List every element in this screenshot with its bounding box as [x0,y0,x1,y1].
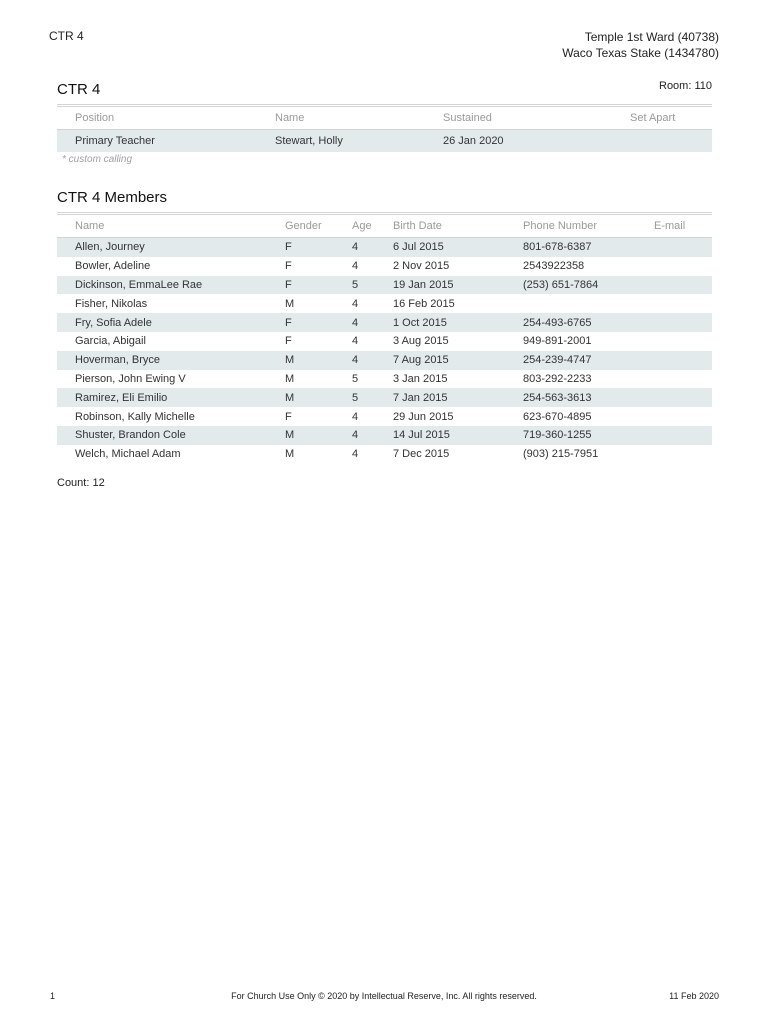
cell-gender: M [285,448,295,461]
cell-email [654,313,712,332]
cell-age: 4 [352,316,359,329]
cell-name: Allen, Journey [75,241,145,254]
table-row [57,238,712,257]
cell-birth-date: 3 Jan 2015 [393,372,448,385]
members-table [57,212,712,464]
column-header-sustained: Sustained [443,106,630,130]
column-header-set-apart: Set Apart [630,106,712,130]
cell-name: Stewart, Holly [275,135,343,147]
cell-phone-number: (253) 651-7864 [523,278,599,291]
cell-phone-number: 719-360-1255 [523,429,592,442]
custom-calling-note: * custom calling [62,154,133,165]
cell-birth-date: 7 Dec 2015 [393,448,450,461]
cell-phone-number: 949-891-2001 [523,335,592,348]
cell-birth-date: 2 Nov 2015 [393,260,450,273]
table-row [57,332,712,351]
cell-phone-number: 254-493-6765 [523,316,592,329]
calling-section-title: CTR 4 [57,81,101,98]
callings-table [57,104,712,152]
cell-name: Dickinson, EmmaLee Rae [75,278,203,291]
cell-age: 4 [352,260,359,273]
cell-email [654,426,712,445]
table-row [57,407,712,426]
members-header-row [57,214,712,238]
cell-gender: F [285,316,292,329]
cell-birth-date: 7 Jan 2015 [393,391,448,404]
cell-age: 4 [352,241,359,254]
cell-name: Bowler, Adeline [75,260,151,273]
cell-name: Hoverman, Bryce [75,354,160,367]
table-row [57,276,712,295]
cell-phone-number: 623-670-4895 [523,410,592,423]
cell-birth-date: 16 Feb 2015 [393,297,455,310]
column-header-gender: Gender [285,214,352,238]
cell-email [654,388,712,407]
cell-sustained: 26 Jan 2020 [443,135,504,147]
cell-gender: F [285,335,292,348]
cell-gender: M [285,372,295,385]
column-header-email: E-mail [654,214,712,238]
table-row [57,370,712,389]
cell-birth-date: 7 Aug 2015 [393,354,449,367]
cell-phone-number [523,294,654,313]
cell-birth-date: 6 Jul 2015 [393,241,444,254]
table-row [57,257,712,276]
cell-phone-number: 254-239-4747 [523,354,592,367]
callings-header-row [57,106,712,130]
column-header-phone-number: Phone Number [523,214,654,238]
cell-gender: M [285,297,295,310]
members-section-title: CTR 4 Members [57,189,168,206]
cell-birth-date: 1 Oct 2015 [393,316,447,329]
cell-age: 4 [352,410,359,423]
table-row [57,426,712,445]
table-row [57,130,712,153]
cell-gender: M [285,391,295,404]
cell-email [654,294,712,313]
cell-birth-date: 14 Jul 2015 [393,429,450,442]
report-date: 11 Feb 2020 [669,991,719,1001]
cell-email [654,407,712,426]
ward-name: Temple 1st Ward (40738) [584,30,719,44]
cell-phone-number: 803-292-2233 [523,372,592,385]
cell-name: Robinson, Kally Michelle [75,410,195,423]
cell-age: 5 [352,391,359,404]
cell-email [654,276,712,295]
copyright-notice: For Church Use Only © 2020 by Intellectual Reserve, Inc. All rights reserved. [231,991,537,1001]
cell-email [654,351,712,370]
cell-gender: M [285,429,295,442]
table-row [57,388,712,407]
page-number: 1 [50,991,56,1001]
cell-phone-number: 254-563-3613 [523,391,592,404]
cell-age: 4 [352,448,359,461]
cell-gender: F [285,260,292,273]
cell-email [654,238,712,257]
cell-phone-number: 2543922358 [523,260,585,273]
column-header-name: Name [57,214,285,238]
cell-age: 5 [352,278,359,291]
cell-birth-date: 29 Jun 2015 [393,410,454,423]
cell-gender: F [285,278,292,291]
room-label: Room: 110 [659,80,712,92]
cell-birth-date: 19 Jan 2015 [393,278,454,291]
cell-birth-date: 3 Aug 2015 [393,335,449,348]
cell-email [654,257,712,276]
table-row [57,313,712,332]
cell-name: Fry, Sofia Adele [75,316,152,329]
cell-name: Welch, Michael Adam [75,448,181,461]
cell-age: 5 [352,372,359,385]
cell-age: 4 [352,335,359,348]
cell-name: Ramirez, Eli Emilio [75,391,168,404]
cell-age: 4 [352,429,359,442]
member-count: Count: 12 [57,477,105,489]
column-header-position: Position [57,106,275,130]
stake-name: Waco Texas Stake (1434780) [562,46,719,60]
cell-email [654,332,712,351]
cell-name: Garcia, Abigail [75,335,146,348]
column-header-name: Name [275,106,443,130]
report-header-unit-info [562,29,719,61]
cell-phone-number: 801-678-6387 [523,241,592,254]
cell-gender: F [285,241,292,254]
cell-age: 4 [352,354,359,367]
table-row [57,294,712,313]
cell-position: Primary Teacher [75,135,155,147]
cell-gender: M [285,354,295,367]
cell-email [654,370,712,389]
table-row [57,351,712,370]
cell-name: Pierson, John Ewing V [75,372,186,385]
column-header-age: Age [352,214,393,238]
cell-name: Shuster, Brandon Cole [75,429,186,442]
cell-email [654,445,712,464]
cell-set-apart [630,130,712,153]
column-header-birth-date: Birth Date [393,214,523,238]
cell-phone-number: (903) 215-7951 [523,448,599,461]
cell-age: 4 [352,297,359,310]
table-row [57,445,712,464]
report-header-org-name: CTR 4 [49,29,84,43]
cell-name: Fisher, Nikolas [75,297,148,310]
cell-gender: F [285,410,292,423]
